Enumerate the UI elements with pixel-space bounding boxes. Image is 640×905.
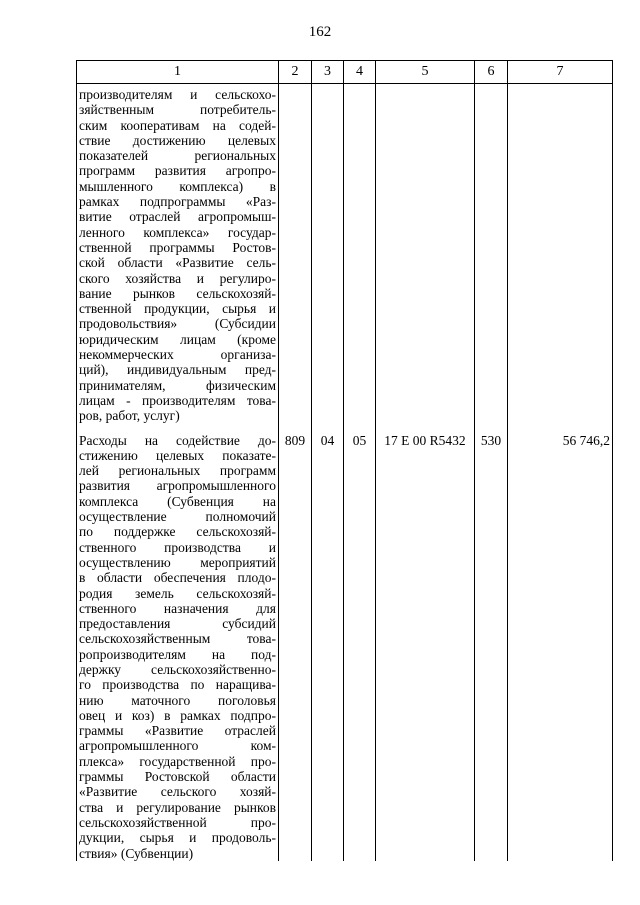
description-line: ственного производства и <box>79 539 276 555</box>
description-line: овец и коз) в рамках подпро- <box>79 707 276 723</box>
description-line: принимателям, физическим <box>79 377 276 393</box>
description-line: продовольствия» (Субсидии <box>79 316 276 332</box>
description-line: витие отраслей агропромыш- <box>79 209 276 225</box>
cell-subsection <box>344 84 376 432</box>
description-line: рамках подпрограммы «Раз- <box>79 194 276 210</box>
description-line: ропроизводителям на под- <box>79 646 276 662</box>
description-line: ского хозяйства и регулиро- <box>79 270 276 286</box>
column-header-3: 3 <box>312 61 344 84</box>
row-description <box>77 432 279 861</box>
description-line: программ развития агропро- <box>79 163 276 179</box>
table-row <box>77 432 613 861</box>
description-line: граммы Ростовской области <box>79 769 276 785</box>
description-line: осуществлению мероприятий <box>79 554 276 570</box>
row-description <box>77 84 279 432</box>
description-line: предоставления субсидий <box>79 616 276 632</box>
description-line: нию маточного поголовья <box>79 692 276 708</box>
cell-target-article: 17 Е 00 R5432 <box>376 432 475 861</box>
description-line: ций), индивидуальным пред- <box>79 362 276 378</box>
description-line: осуществление полномочий <box>79 509 276 525</box>
table-row <box>77 84 613 432</box>
description-line: ствие достижению целевых <box>79 132 276 148</box>
description-line: родия земель сельскохозяй- <box>79 585 276 601</box>
description-line: ственной программы Ростов- <box>79 239 276 255</box>
description-line: стижению целевых показате- <box>79 447 276 463</box>
column-header-2: 2 <box>279 61 312 84</box>
description-line: плекса» государственной про- <box>79 753 276 769</box>
cell-amount: 56 746,2 <box>508 432 613 861</box>
description-line: Расходы на содействие до- <box>79 432 276 448</box>
column-header-5: 5 <box>376 61 475 84</box>
cell-target-article <box>376 84 475 432</box>
description-line: ственной продукции, сырья и <box>79 301 276 317</box>
description-line: в области обеспечения плодо- <box>79 570 276 586</box>
column-header-7: 7 <box>508 61 613 84</box>
column-header-1: 1 <box>77 61 279 84</box>
description-line: по поддержке сельскохозяй- <box>79 524 276 540</box>
description-line: развития агропромышленного <box>79 478 276 494</box>
description-line: юридическим лицам (кроме <box>79 331 276 347</box>
description-line: дукции, сырья и продоволь- <box>79 830 276 846</box>
description-line: зяйственным потребитель- <box>79 102 276 118</box>
cell-ministry <box>279 84 312 432</box>
description-line: ским кооперативам на содей- <box>79 117 276 133</box>
cell-ministry: 809 <box>279 432 312 861</box>
description-line: вание рынков сельскохозяй- <box>79 285 276 301</box>
description-line: мышленного комплекса) в <box>79 178 276 194</box>
description-line: лей региональных программ <box>79 463 276 479</box>
column-header-4: 4 <box>344 61 376 84</box>
description-line: «Развитие сельского хозяй- <box>79 784 276 800</box>
description-line: ственного назначения для <box>79 600 276 616</box>
description-line: агропромышленного ком- <box>79 738 276 754</box>
description-line: комплекса (Субвенция на <box>79 493 276 509</box>
description-line: сельскохозяйственной про- <box>79 814 276 830</box>
description-line: сельскохозяйственным това- <box>79 631 276 647</box>
description-line: держку сельскохозяйственно- <box>79 661 276 677</box>
description-line: ской области «Развитие сель- <box>79 255 276 271</box>
cell-subsection: 05 <box>344 432 376 861</box>
description-line: граммы «Развитие отраслей <box>79 723 276 739</box>
description-line: ленного комплекса» государ- <box>79 224 276 240</box>
cell-amount <box>508 84 613 432</box>
description-line: го производства по наращива- <box>79 677 276 693</box>
description-line: некоммерческих организа- <box>79 347 276 363</box>
header-row <box>77 61 613 84</box>
description-line: показателей региональных <box>79 148 276 164</box>
description-line: ства и регулирование рынков <box>79 799 276 815</box>
budget-table <box>76 60 613 861</box>
description-line: ров, работ, услуг) <box>79 408 180 424</box>
column-header-6: 6 <box>475 61 508 84</box>
cell-expense-type <box>475 84 508 432</box>
description-line: производителям и сельскохо- <box>79 87 276 102</box>
cell-section <box>312 84 344 432</box>
description-line: ствия» (Субвенции) <box>79 845 194 861</box>
page-number: 162 <box>308 24 332 40</box>
cell-section: 04 <box>312 432 344 861</box>
cell-expense-type: 530 <box>475 432 508 861</box>
description-line: лицам - производителям това- <box>79 392 276 408</box>
